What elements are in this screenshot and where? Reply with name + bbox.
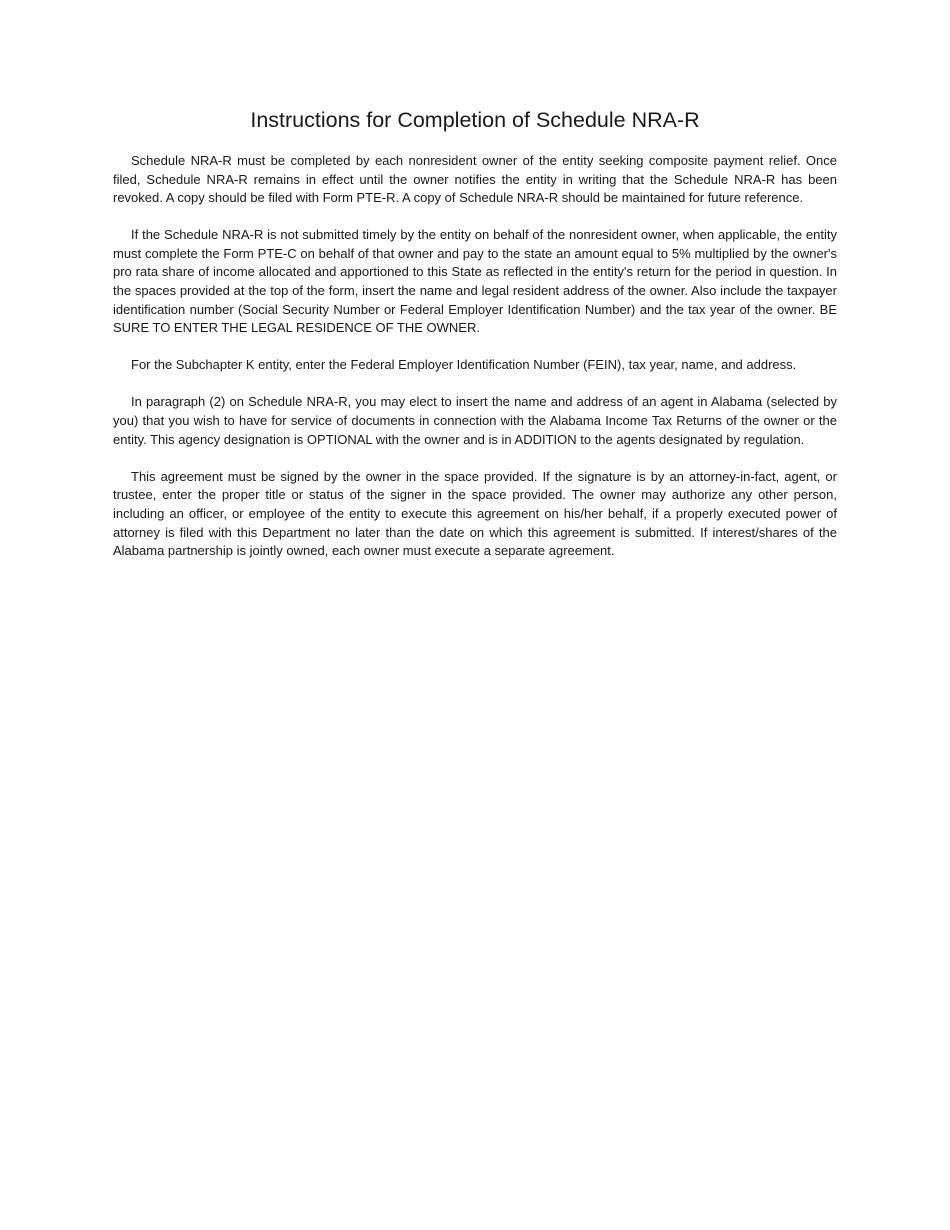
paragraph-filing: Schedule NRA-R must be completed by each nonresident owner of the entity seeking composite payment relief. Once filed, Schedule NRA-R remains in effect until the owner notifies the entity in writing that the Schedule NRA-R has been revoked. A copy should be filed with Form PTE-R. A copy of Schedule NRA-R should be maintained for future reference.: [113, 153, 837, 206]
paragraph-subchapter-k: For the Subchapter K entity, enter the Federal Employer Identification Number (FEIN), tax year, name, and address.: [131, 357, 797, 373]
paragraph-untimely-submission: If the Schedule NRA-R is not submitted timely by the entity on behalf of the nonresident owner, when applicable, the entity must complete the Form PTE-C on behalf of that owner and pay to the state an amount equal to 5% multiplied by the owner's pro rata share of income allocated and apportioned to this State as reflected in the entity's return for the period in question. In the spaces provided at the top of the form, insert the name and legal resident address of the owner. Also include the taxpayer identification number (Social Security Number or Federal Employer Identification Number) and the tax year of the owner. BE SURE TO ENTER THE LEGAL RESIDENCE OF THE OWNER.: [113, 227, 837, 336]
paragraph-signature: This agreement must be signed by the owner in the space provided. If the signature is by an attorney-in-fact, agent, or trustee, enter the proper title or status of the signer in the space provided. The owner may authorize any other person, including an officer, or employee of the entity to execute this agreement on his/her behalf, if a properly executed power of attorney is filed with this Department no later than the date on which this agreement is submitted. If interest/shares of the Alabama partnership is jointly owned, each owner must execute a separate agreement.: [113, 468, 837, 559]
instructions-body: [113, 152, 837, 579]
paragraph-agent-designation: In paragraph (2) on Schedule NRA-R, you may elect to insert the name and address of an agent in Alabama (selected by you) that you wish to have for service of documents in connection with the Alabama Income Tax Returns of the owner or the entity. This agency designation is OPTIONAL with the owner and is in ADDITION to the agents designated by regulation.: [113, 394, 837, 447]
page-title: Instructions for Completion of Schedule NRA-R: [250, 108, 700, 132]
